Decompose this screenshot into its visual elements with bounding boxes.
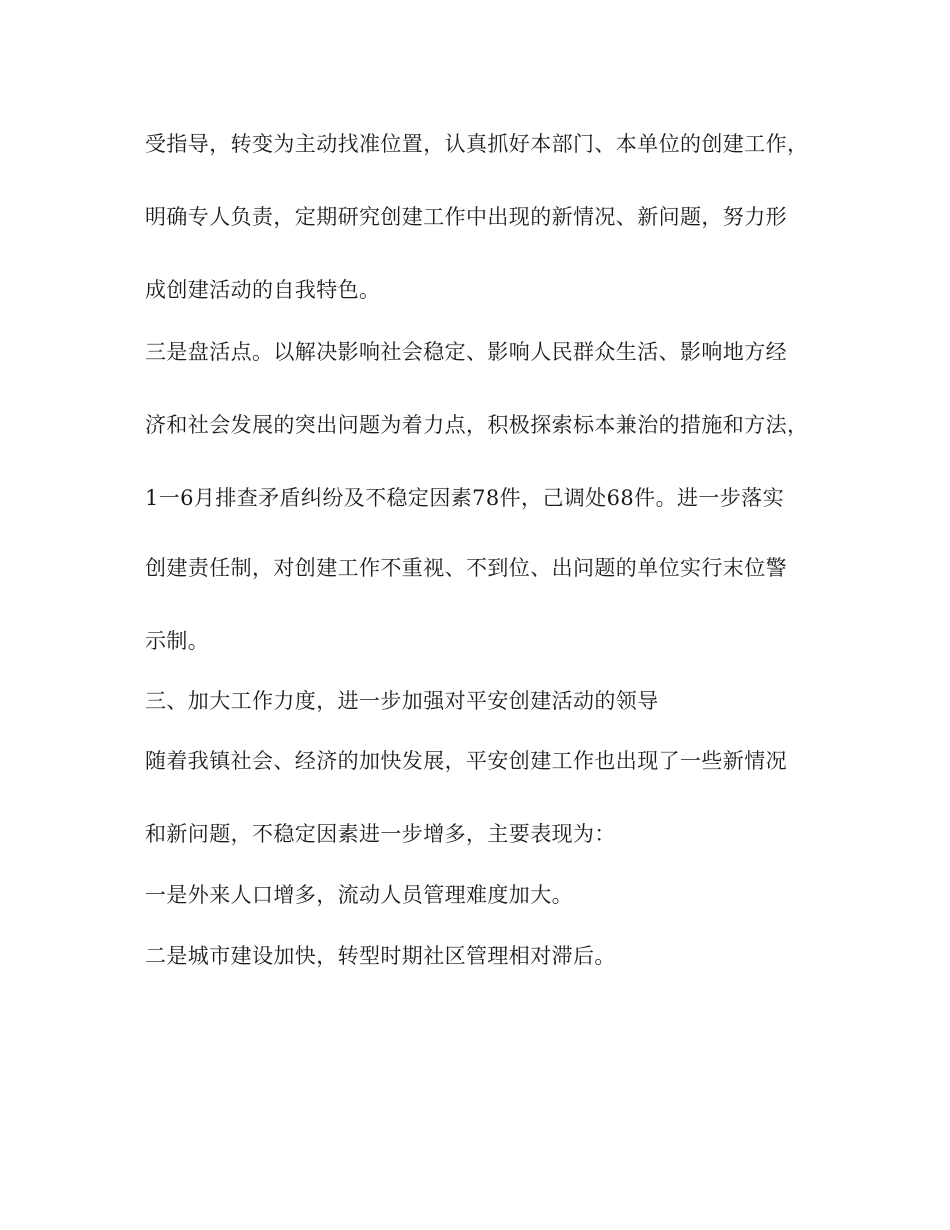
section-heading: 三、加大工作力度，进一步加强对平安创建活动的领导: [145, 689, 659, 713]
paragraph-line: 二是城市建设加快，转型时期社区管理相对滞后。: [145, 944, 616, 968]
paragraph-line: 成创建活动的自我特色。: [145, 278, 381, 302]
paragraph-line: 随着我镇社会、经济的加快发展，平安创建工作也出现了一些新情况: [145, 749, 787, 773]
paragraph-line: 示制。: [145, 629, 210, 653]
paragraph-line: 济和社会发展的突出问题为着力点，积极探索标本兼治的措施和方法，: [145, 413, 809, 437]
paragraph-line: 明确专人负责，定期研究创建工作中出现的新情况、新问题，努力形: [145, 205, 787, 229]
paragraph-line: 创建责任制，对创建工作不重视、不到位、出问题的单位实行末位警: [145, 556, 787, 580]
paragraph-line: 受指导，转变为主动找准位置，认真抓好本部门、本单位的创建工作，: [145, 132, 809, 156]
paragraph-line: 和新问题，不稳定因素进一步增多，主要表现为：: [145, 822, 616, 846]
paragraph-line: 一是外来人口增多，流动人员管理难度加大。: [145, 883, 573, 907]
paragraph-line: 1一6月排查矛盾纠纷及不稳定因素78件，己调处68件。进一步落实: [145, 486, 784, 510]
paragraph-line: 三是盘活点。以解决影响社会稳定、影响人民群众生活、影响地方经: [145, 340, 787, 364]
